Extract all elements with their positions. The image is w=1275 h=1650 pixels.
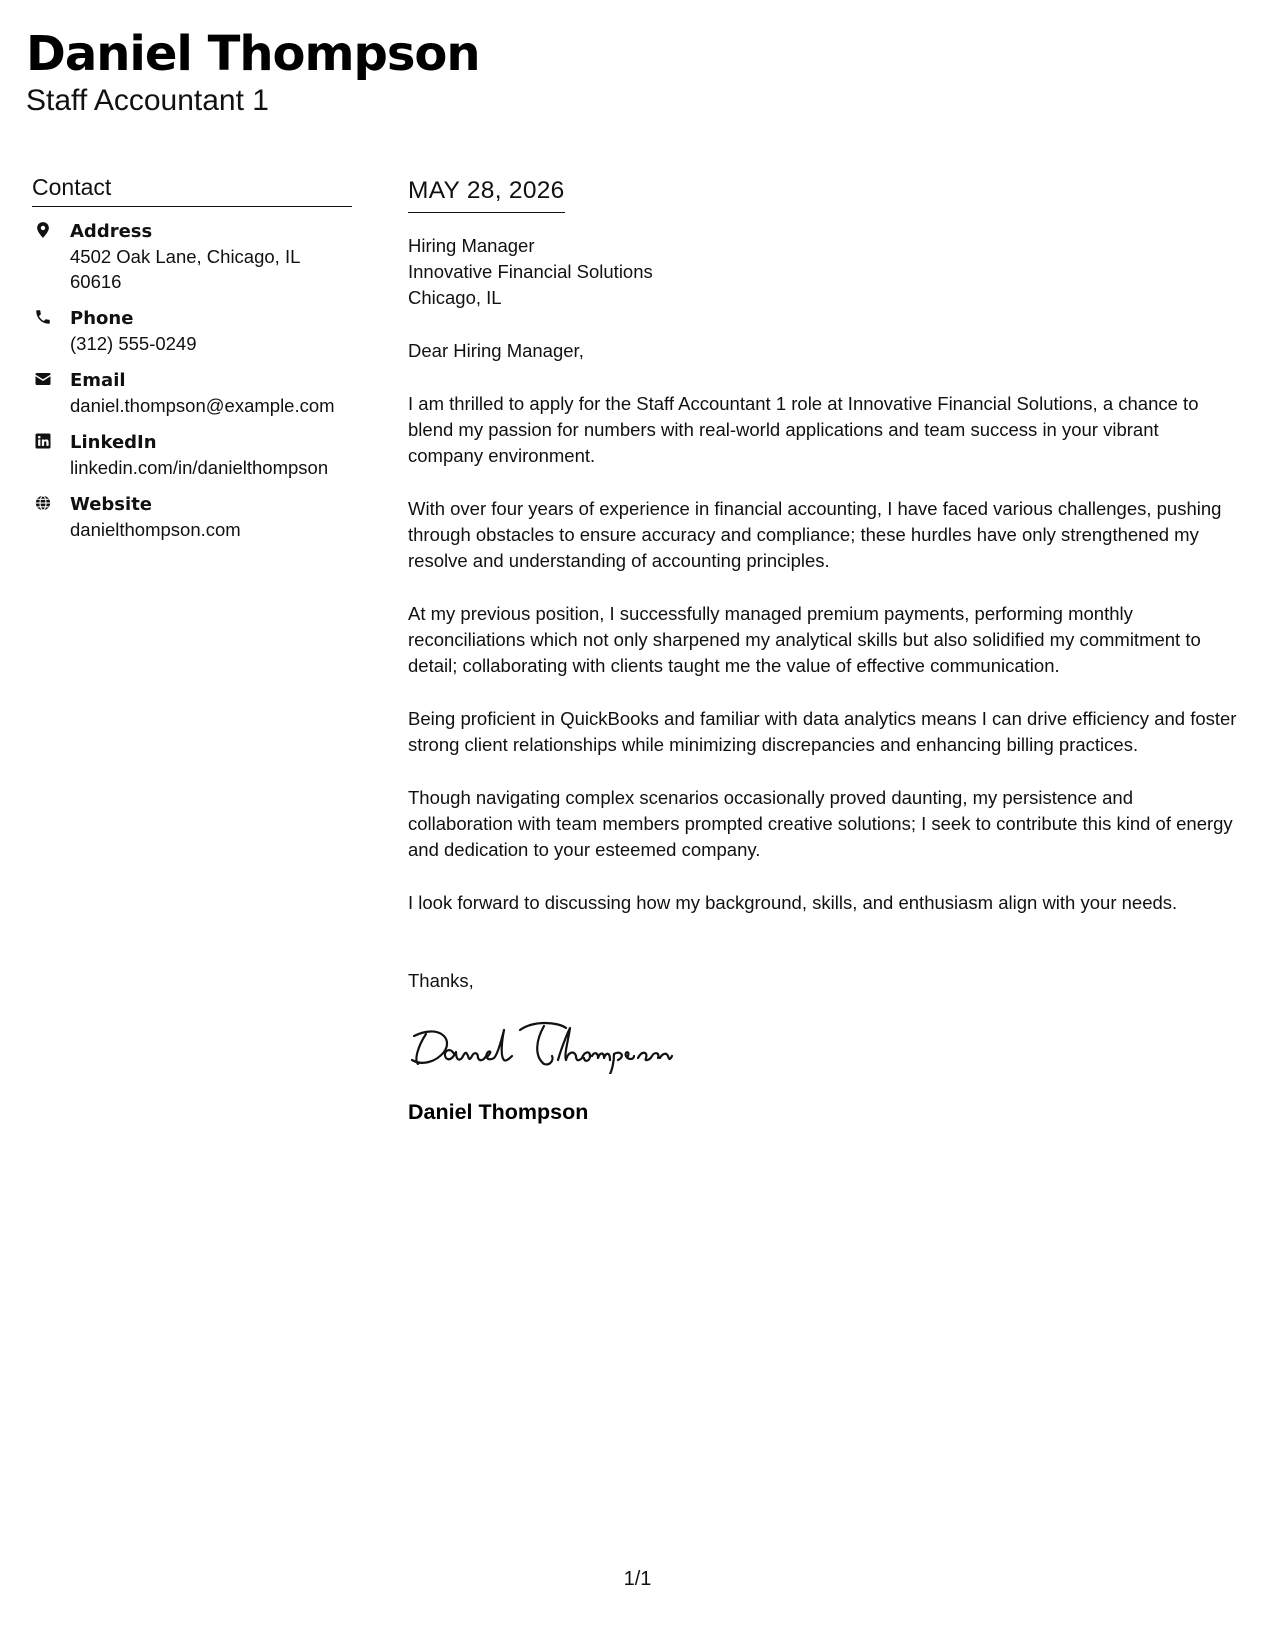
- letter-date: MAY 28, 2026: [408, 176, 565, 213]
- candidate-name: Daniel Thompson: [26, 26, 480, 82]
- closing-line: Thanks,: [408, 970, 474, 991]
- contact-item-phone: [32, 306, 352, 356]
- letter-paragraph: At my previous position, I successfully managed premium payments, performing monthly reconciliations which not only sharpened my analytical skills but also solidified my commitment to detail; collaborating with clients taught me the value of effective communication.: [408, 603, 1201, 676]
- envelope-icon: [34, 370, 52, 388]
- page-number: 1/1: [623, 1568, 652, 1590]
- letter-paragraphs: [408, 391, 1238, 916]
- letter-paragraph: I look forward to discussing how my background, skills, and enthusiasm align with your needs.: [408, 892, 1178, 913]
- recipient-block: [408, 233, 1238, 311]
- contact-item-email: [32, 368, 352, 418]
- linkedin-label: LinkedIn: [70, 432, 157, 453]
- contact-item-website: [32, 492, 352, 542]
- address-line-2: 60616: [70, 271, 122, 292]
- website-label: Website: [70, 494, 153, 515]
- signature-image: [408, 1016, 678, 1074]
- phone-label: Phone: [70, 308, 134, 329]
- linkedin-icon: [34, 432, 52, 450]
- email-value[interactable]: daniel.thompson@example.com: [70, 395, 335, 416]
- linkedin-value[interactable]: linkedin.com/in/danielthompson: [70, 457, 329, 478]
- globe-icon: [34, 494, 52, 512]
- recipient-line: Innovative Financial Solutions: [408, 261, 653, 282]
- candidate-role: Staff Accountant 1: [26, 84, 269, 117]
- phone-icon: [34, 308, 52, 326]
- address-label: Address: [70, 221, 153, 242]
- phone-value[interactable]: (312) 555-0249: [70, 333, 197, 354]
- website-value[interactable]: danielthompson.com: [70, 519, 241, 540]
- signer-name: Daniel Thompson: [408, 1100, 589, 1124]
- contact-list: [32, 219, 352, 542]
- recipient-line: Hiring Manager: [408, 235, 535, 256]
- contact-item-linkedin: [32, 430, 352, 480]
- address-line-1: 4502 Oak Lane, Chicago, IL: [70, 246, 301, 267]
- letter-body: [408, 176, 1238, 1126]
- contact-sidebar: [32, 172, 352, 554]
- letter-paragraph: Being proficient in QuickBooks and familiar with data analytics means I can drive efficiency and foster strong client relationships while minimizing discrepancies and enhancing billing practices.: [408, 708, 1237, 755]
- contact-item-address: [32, 219, 352, 294]
- letter-paragraph: I am thrilled to apply for the Staff Accountant 1 role at Innovative Financial Solutions, a chance to blend my passion for numbers with real-world applications and team success in your vibrant company environment.: [408, 393, 1199, 466]
- letter-paragraph: With over four years of experience in financial accounting, I have faced various challenges, pushing through obstacles to ensure accuracy and compliance; these hurdles have only strengthened my resolve and understanding of accounting principles.: [408, 498, 1222, 571]
- letter-paragraph: Though navigating complex scenarios occasionally proved daunting, my persistence and collaboration with team members prompted creative solutions; I seek to contribute this kind of energy and dedication to your esteemed company.: [408, 787, 1233, 860]
- recipient-line: Chicago, IL: [408, 287, 502, 308]
- email-label: Email: [70, 370, 126, 391]
- salutation: Dear Hiring Manager,: [408, 340, 584, 361]
- contact-heading: Contact: [32, 172, 352, 207]
- map-pin-icon: [34, 221, 52, 239]
